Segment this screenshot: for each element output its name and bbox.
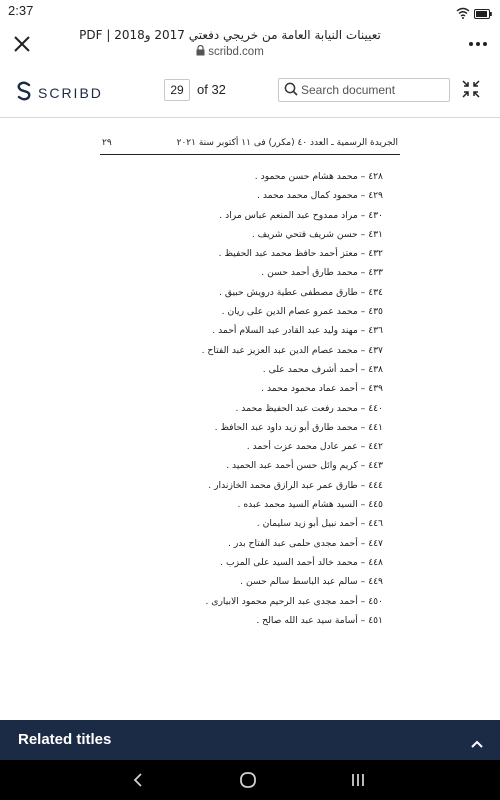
page-number-input[interactable]: 29 — [164, 79, 190, 101]
page-url-text: scribd.com — [208, 46, 264, 58]
status-icons — [456, 4, 492, 23]
browser-bar — [0, 22, 500, 66]
search-input[interactable] — [278, 78, 450, 102]
list-item: ٤٤٥ – السيد هشام السيد محمد عبده . — [237, 499, 383, 511]
document-header-text: الجريدة الرسمية ـ العدد ٤٠ (مكرر) فى ١١ أكتوبر سنة ٢٠٢١ — [176, 138, 398, 148]
battery-icon — [474, 4, 492, 23]
related-titles-label: Related titles — [18, 731, 112, 748]
list-item: ٤٣٥ – محمد عمرو عصام الدين على ريان . — [221, 306, 383, 318]
back-chevron-icon — [133, 772, 143, 788]
list-item: ٤٤٨ – محمد خالد أحمد السيد على المزب . — [220, 556, 383, 568]
close-button[interactable] — [10, 32, 34, 56]
list-item: ٤٤٤ – طارق عمر عبد الرازق محمد الخازندار . — [208, 479, 383, 491]
page-title-block — [60, 28, 400, 59]
lock-icon — [196, 45, 205, 59]
list-item: ٤٥١ – أسامة سيد عبد الله صالح . — [256, 614, 383, 626]
document-page — [0, 119, 500, 719]
back-button[interactable] — [126, 770, 150, 790]
close-icon — [10, 32, 34, 56]
list-item: ٤٣٦ – مهند وليد عبد القادر عبد السلام أحمد . — [212, 325, 383, 337]
collapse-fullscreen-button[interactable] — [462, 80, 480, 98]
list-item: ٤٣١ – حسن شريف فتحي شريف . — [251, 228, 383, 240]
wifi-icon — [456, 4, 470, 23]
page-title: تعيينات النيابة العامة من خريجي دفعتي 2017 و2018 | PDF — [79, 28, 381, 42]
related-titles-bar[interactable] — [0, 720, 500, 760]
page-url — [60, 45, 400, 59]
logo-text: SCRIBD — [38, 85, 103, 101]
status-time: 2:37 — [8, 3, 34, 18]
list-item: ٤٣٢ – معتز أحمد حافظ محمد عبد الحفيظ . — [218, 248, 383, 260]
home-circle-icon — [239, 771, 257, 789]
search-placeholder: Search document — [301, 83, 396, 97]
list-item: ٤٣٨ – أحمد أشرف محمد على . — [262, 363, 383, 375]
appointment-list — [143, 167, 383, 630]
more-dots-icon — [468, 36, 488, 52]
page-total: of 32 — [197, 82, 226, 97]
collapse-arrows-icon — [462, 80, 480, 98]
system-nav-bar — [0, 760, 500, 800]
list-item: ٤٤٩ – سالم عبد الباسط سالم حسن . — [240, 576, 383, 588]
list-item: ٤٣٩ – أحمد عماد محمود محمد . — [261, 383, 383, 395]
list-item: ٤٣٤ – طارق مصطفى عطية درويش حبيق . — [218, 286, 383, 298]
search-icon — [284, 81, 298, 100]
list-item: ٤٣٣ – محمد طارق أحمد حسن . — [261, 267, 383, 279]
scribd-s-icon — [16, 81, 32, 105]
recent-apps-button[interactable] — [346, 770, 370, 790]
list-item: ٤٤٧ – أحمد مجدى حلمى عبد الفتاح بدر . — [227, 537, 383, 549]
list-item: ٤٤٢ – عمر عادل محمد عزت أحمد . — [246, 441, 383, 453]
document-page-number: ٢٩ — [102, 138, 112, 148]
list-item: ٤٤٠ – محمد رفعت عبد الحفيظ محمد . — [235, 402, 383, 414]
list-item: ٤٤٣ – كريم وائل حسن أحمد عبد الحميد . — [226, 460, 383, 472]
list-item: ٤٥٠ – أحمد مجدى عبد الرحيم محمود الابيارى . — [205, 595, 383, 607]
recent-apps-icon — [350, 772, 366, 788]
list-item: ٤٢٨ – محمد هشام حسن محمود . — [254, 171, 383, 182]
chevron-up-icon[interactable] — [470, 734, 484, 753]
document-page-header — [100, 138, 400, 155]
list-item: ٤٤١ – محمد طارق أبو زيد داود عبد الحافظ . — [214, 421, 383, 433]
document-toolbar — [0, 66, 500, 118]
list-item: ٤٤٦ – أحمد نبيل أبو زيد سليمان . — [256, 518, 383, 530]
status-bar — [0, 0, 500, 22]
scribd-logo[interactable] — [16, 81, 103, 105]
list-item: ٤٣٧ – محمد عصام الدين عبد العزيز عبد الفتاح . — [201, 344, 383, 356]
list-item: ٤٢٩ – محمود كمال محمد محمد . — [257, 190, 383, 202]
list-item: ٤٣٠ – مراد ممدوح عبد المنعم عباس مراد . — [219, 209, 383, 221]
home-button[interactable] — [236, 770, 260, 790]
more-options-button[interactable] — [468, 36, 488, 52]
